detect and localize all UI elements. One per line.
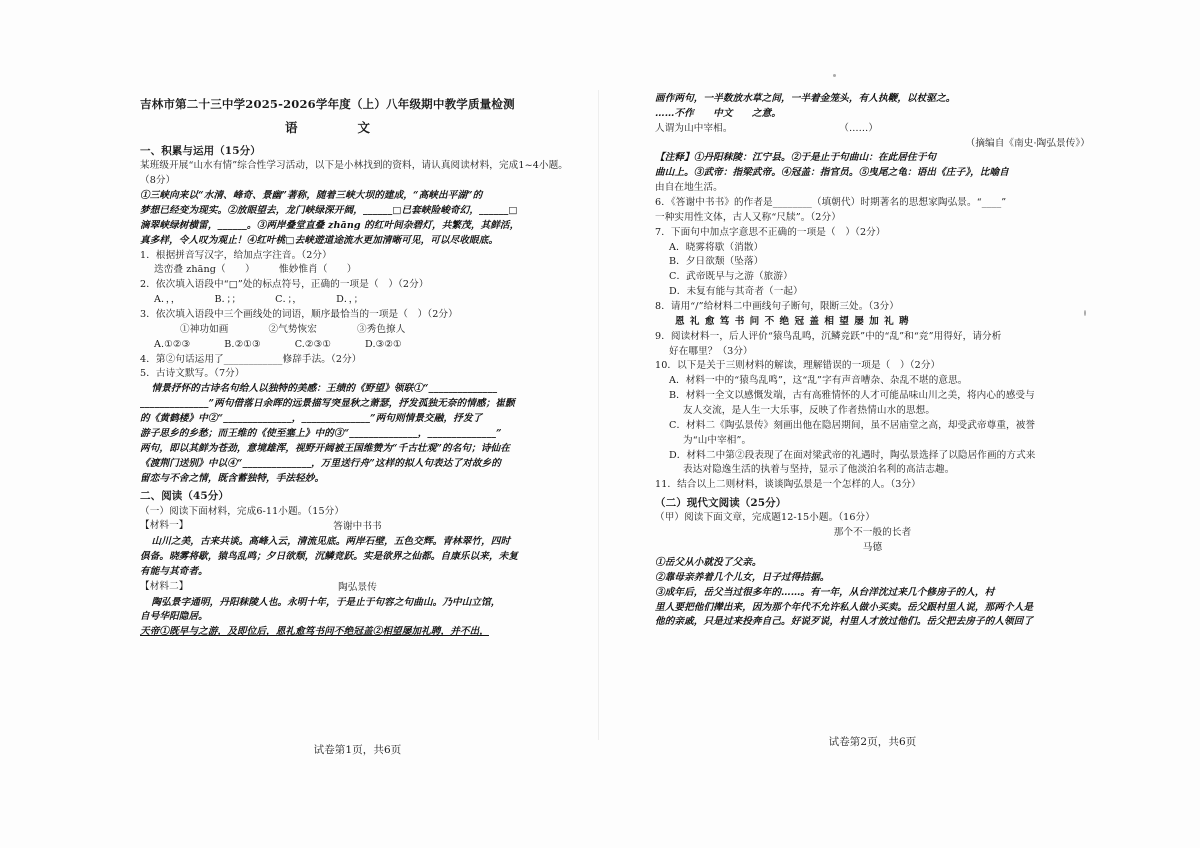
option-b: B.②①③ (224, 338, 261, 350)
article-body (655, 556, 1090, 630)
page-footer: 试卷第2页，共6页 (828, 735, 917, 748)
question-10: 10．以下是关于三则材料的解读，理解错误的一项是（ ）（2分） (655, 360, 941, 372)
poem-line: 《渡荆门送别》中以④“______________，万里送行舟”这样的拟人句表达了对故乡的 (140, 457, 501, 469)
question-7: 7．下面句中加点字意思不正确的一项是（ ）（2分） (655, 226, 886, 238)
material-line: 有能与其奇者。 (140, 565, 208, 577)
passage-line: 梦想已经变为现实。②放眼望去，龙门峡绿深开阔，______□已套峡险峻奇幻，______□ (140, 205, 518, 217)
article-paragraph: ①岳父从小就没了父亲。 (655, 557, 762, 569)
option-d-cont: 表达对隐逸生活的执着与坚持，显示了他淡泊名利的高洁志趣。 (683, 464, 955, 476)
section-1-heading: 一、积累与运用（15分） (140, 145, 261, 158)
question-1: 1．根据拼音写汉字，给加点字注音。（2分） (140, 249, 332, 261)
option-d: D．未复有能与其奇者（一起） (669, 286, 803, 298)
word-2: ②气势恢宏 (268, 323, 317, 335)
exam-page-2 (655, 92, 1090, 748)
option-c: C．；， (275, 294, 303, 306)
passage (140, 189, 575, 248)
option-a: A.①②③ (154, 338, 191, 350)
material-line: 俱备。晓雾将歇，猿鸟乱鸣；夕日欲颓，沉鳞竞跃。实是欲界之仙都。自康乐以来，未复 (140, 551, 519, 563)
article-author: 马德 (862, 542, 883, 554)
material-line: 山川之美，古来共谈。高峰入云，清流见底。两岸石壁，五色交辉。青林翠竹，四时 (151, 536, 511, 548)
article-title: 那个不一般的长者 (833, 527, 912, 539)
question-3: 3．依次填入语段中三个画线处的词语，顺序最恰当的一项是（ ）（2分） (140, 309, 458, 321)
question-2-options (140, 293, 575, 308)
material-1-label: 【材料一】 (140, 520, 189, 532)
poem-passage (140, 382, 575, 486)
material-1-title: 答谢中书书 (333, 521, 382, 533)
word-3: ③秀色撩人 (356, 323, 406, 335)
option-a: A．材料一中的“猿鸟乱鸣”，这“乱”字有声音嘈杂、杂乱不堪的意思。 (669, 375, 968, 387)
poem-line: 留恋与不舍之情，既含蓄独特，手法轻妙。 (140, 472, 325, 484)
scan-speck (833, 74, 836, 77)
passage-line: ①三峡向来以“水清、峰奇、景幽”著称，随着三峡大坝的建成，“高峡出平湖”的 (140, 190, 483, 202)
option-a: A．晓雾将歇（消散） (669, 241, 764, 253)
poem-line: 游子思乡的乡愁；而王维的《使至塞上》中的③“______________，______________” (140, 427, 502, 439)
material-2-label: 【材料二】 (140, 580, 189, 592)
exam-title: 吉林市第二十三中学2025-2026学年度（上）八年级期中教学质量检测 (140, 97, 515, 111)
question-9-cont: 好在哪里？（3分） (669, 345, 753, 357)
option-c: C．材料二《陶弘景传》刻画出他在隐居期间，虽不居庙堂之高，却受武帝尊重，被誉 (669, 419, 1036, 431)
text-line: 画作两句，一半数放水草之间，一半着金笼头，有人执鞭，以杖驱之。 (655, 93, 956, 104)
question-7-options (655, 241, 1090, 300)
section-1-intro: 某班级开展“山水有情”综合性学习活动，以下是小林找到的资料，请认真阅读材料，完成1~4小题。（8分） (140, 160, 568, 187)
reading-2a-heading: （甲）阅读下面文章，完成题12-15小题。（16分） (655, 512, 875, 524)
material-2-text (140, 596, 575, 641)
option-d: D．材料二中第②段表现了在面对梁武帝的礼遇时，陶弘景选择了以隐居作画的方式来 (669, 449, 1036, 461)
poem-line: ______________”两句借落日余晖的远景描写突显秋之萧瑟，抒发孤独无奈的情感；崔颢 (140, 398, 515, 410)
question-8: 8．请用“/”给材料二中画线句子断句，限断三处。（3分） (655, 301, 899, 313)
question-2: 2．依次填入语段中“□”处的标点符号，正确的一项是（ ）（2分） (140, 279, 429, 291)
article-paragraph: 他的亲戚，只是过来投奔自己。好说歹说，村里人才放过他们。岳父把去房子的人领回了 (655, 616, 1034, 628)
text-line: ……不作 中文 之意。 (655, 107, 782, 119)
article-paragraph: ②靠母亲养着几个儿女，日子过得拮据。 (655, 571, 830, 583)
exam-page-1 (140, 96, 575, 756)
option-b: B．材料一全文以感慨发端，古有高雅情怀的人才可能品味山川之美，将内心的感受与 (669, 390, 1035, 402)
poem-line: 两句，即以其鲜为苍劲，意境雄浑，视野开阔被王国维赞为“千古壮观”的名句；诗仙在 (140, 442, 510, 454)
material-line: 自号华阳隐居。 (140, 611, 208, 623)
source-note: （摘编自《南史·陶弘景传》） (965, 137, 1090, 149)
reading-2-heading: （二）现代文阅读（25分） (655, 497, 787, 510)
option-c: C.②③① (294, 338, 332, 350)
question-6-cont: 一种实用性文体，古人又称“尺牍”。（2分） (655, 211, 841, 223)
article-paragraph: 里人要把他们撵出来，因为那个年代不允许私人做小买卖。岳父跟村里人说，那两个人是 (655, 601, 1034, 613)
option-b-cont: 友人交流，是人生一大乐事，反映了作者热情山水的思想。 (683, 405, 936, 417)
question-10-options (655, 374, 1090, 478)
passage-line: 滴翠峡绿树横雷，______。③两岸叠堂直叠 zhāng 的红叶间杂碧灯，共繁茂，其鲜活， (140, 219, 520, 231)
note-line: 【注释】①丹阳秣陵：江宁县。②于是止于句曲山：在此居住于句 (655, 152, 937, 164)
option-c-cont: 为“山中宰相”。 (683, 434, 752, 446)
page-divider (598, 90, 599, 740)
page-footer: 试卷第1页，共6页 (313, 743, 402, 756)
passage-line: 真多样，令人叹为观止！④红叶桃□去峡遊道途流水更加清晰可见，可以尽收眼底。 (140, 234, 499, 246)
question-1-items: 迭峦叠 zhāng（ ） 惟妙惟肖（ ） (154, 264, 357, 276)
continued-text (655, 92, 1090, 137)
material-line: 陶弘景字通明，丹阳秣陵人也。永明十年，于是止于句容之句曲山。乃中山立馆， (151, 596, 501, 608)
section-2-heading: 二、阅读（45分） (140, 490, 230, 503)
poem-line: 情景抒怀的古诗名句给人以独特的美感：王绩的《野望》领联①“______________ (151, 383, 498, 395)
question-4: 4．第②句话运用了____________修辞手法。（2分） (140, 353, 362, 365)
question-5: 5．古诗文默写。（7分） (140, 368, 245, 380)
material-line-underlined: 天帝①既早与之游，及即位后，恩礼愈笃书问不绝冠盖②相望屡加礼聘，并不出， (140, 626, 489, 638)
question-3-words (140, 323, 575, 338)
note-line: 由自在地生活。 (655, 182, 723, 194)
word-1: ①神功如画 (180, 323, 229, 335)
article-paragraph: ③成年后，岳父当过很多年的……。有一年，从台洋沈过来几个修房子的人，村 (655, 586, 995, 598)
question-8-sentence: 恩 礼 愈 笃 书 问 不 绝 冠 盖 相 望 屡 加 礼 聘 (675, 315, 910, 327)
poem-line: 的《黄鹤楼》中②“______________，______________”两句则情景交融，抒发了 (140, 413, 483, 425)
option-d: D.③②① (365, 338, 402, 350)
question-11: 11．结合以上二则材料，谈谈陶弘景是一个怎样的人。（3分） (655, 479, 921, 491)
question-9: 9．阅读材料一，后人评价“猿鸟乱鸣，沉鳞竞跃”中的“乱”和“竞”用得好，请分析 (655, 330, 1002, 342)
question-6: 6．《答谢中书书》的作者是________（填朝代）时期著名的思想家陶弘景。“____” (655, 197, 1007, 209)
material-2-title: 陶弘景传 (338, 581, 377, 593)
question-3-options (140, 338, 575, 353)
annotations (655, 151, 1090, 196)
option-c: C．武帝既早与之游（旅游） (669, 271, 793, 283)
option-b: B．；； (214, 294, 242, 306)
option-a: A．，， (154, 294, 181, 306)
note-line: 曲山上。③武帝：指梁武帝。④冠盖：指官员。⑤曳尾之龟：语出《庄子》，比喻自 (655, 167, 1009, 179)
text-line: 人谓为山中宰相。 （……） (655, 122, 879, 134)
reading-1-heading: （一）阅读下面材料，完成6-11小题。（15分） (140, 505, 345, 517)
subject-title: 语文 (284, 119, 430, 135)
option-b: B．夕日欲颓（坠落） (669, 256, 764, 268)
option-d: D．，； (336, 294, 364, 306)
material-1-text (140, 535, 575, 580)
